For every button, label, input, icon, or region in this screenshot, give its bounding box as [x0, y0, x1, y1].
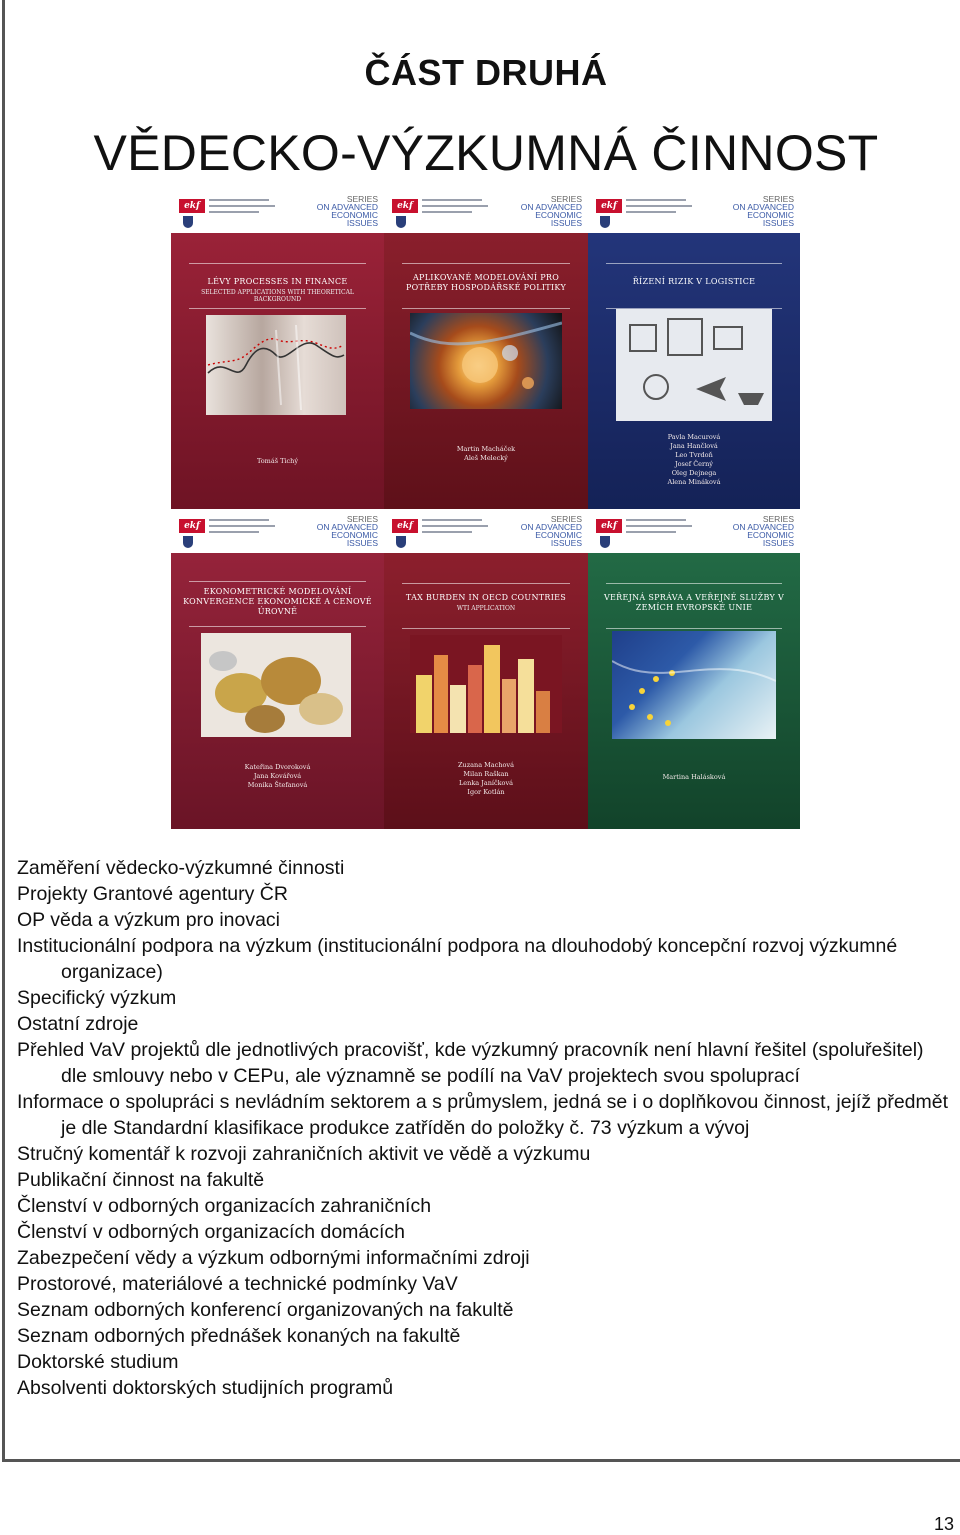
cover-image-bar-pattern [410, 635, 562, 733]
university-crest-icon [600, 536, 610, 548]
cover-image-logistics-icons [616, 309, 772, 421]
cover-subtitle: SELECTED APPLICATIONS WITH THEORETICAL BACKGROUND [201, 289, 354, 303]
series-label: SERIES ON ADVANCED ECONOMIC ISSUES [520, 194, 582, 228]
topic-item: Seznam odborných konferencí organizovaných na fakultě [17, 1299, 514, 1321]
topic-item: OP věda a výzkum pro inovaci [17, 909, 281, 931]
cover-authors: Martin Macháček Aleš Melecký [456, 445, 516, 462]
topic-item: Seznam odborných přednášek konaných na fakultě [17, 1325, 461, 1347]
topic-item: Projekty Grantové agentury ČR [17, 883, 288, 905]
topic-item: Členství v odborných organizacích zahraničních [17, 1195, 432, 1217]
series-label: SERIES ON ADVANCED ECONOMIC ISSUES [316, 514, 378, 548]
topic-item: Informace o spolupráci s nevládním sektorem a s průmyslem, jedná se i o doplňkovou činnost, jejíž předmět je dle Standardní klasifikace produkce zatříděn do položky č. 73 výzkum a vývoj [17, 1091, 949, 1139]
topic-item: Prostorové, materiálové a technické podmínky VaV [17, 1273, 458, 1295]
ekf-logo: ekf [179, 519, 205, 533]
page-frame-bottom [2, 1459, 960, 1462]
topic-item: Stručný komentář k rozvoji zahraničních aktivit ve vědě a výzkumu [17, 1143, 591, 1165]
part-heading: ČÁST DRUHÁ [364, 52, 608, 93]
university-crest-icon [183, 536, 193, 548]
university-crest-icon [396, 536, 406, 548]
ekf-logo: ekf [392, 199, 418, 213]
topic-item: Členství v odborných organizacích domácích [17, 1221, 406, 1243]
ekf-logo: ekf [596, 199, 622, 213]
cover-title: ŘÍZENÍ RIZIK V LOGISTICE [632, 277, 756, 286]
ekf-logo: ekf [596, 519, 622, 533]
series-label: SERIES ON ADVANCED ECONOMIC ISSUES [520, 514, 582, 548]
book-cover-ekonometricke-modelovani [171, 509, 384, 829]
cover-image-coins [201, 633, 351, 737]
topic-item: Přehled VaV projektů dle jednotlivých pracovišť, kde výzkumný pracovník není hlavní řešitel (spoluřešitel) dle smlouvy nebo v CEPu, ale významně se podílí na VaV projektech svou spoluprací [17, 1039, 924, 1087]
topic-item: Specifický výzkum [17, 987, 177, 1009]
cover-title: LÉVY PROCESSES IN FINANCE [207, 277, 348, 286]
series-label: SERIES ON ADVANCED ECONOMIC ISSUES [732, 194, 794, 228]
cover-image-financial-chart [206, 315, 346, 415]
university-crest-icon [396, 216, 406, 228]
topic-item: Publikační činnost na fakultě [17, 1169, 265, 1191]
topic-item: Zaměření vědecko-výzkumné činnosti [17, 857, 345, 879]
cover-subtitle: WTI APPLICATION [456, 605, 516, 612]
cover-title: EKONOMETRICKÉ MODELOVÁNÍ KONVERGENCE EKONOMICKÉ A CENOVÉ ÚROVNĚ [183, 587, 372, 616]
topic-item: Doktorské studium [17, 1351, 179, 1373]
topic-item: Zabezpečení vědy a výzkum odbornými informačními zdroji [17, 1247, 530, 1269]
series-label: SERIES ON ADVANCED ECONOMIC ISSUES [316, 194, 378, 228]
book-cover-rizeni-rizik [588, 189, 800, 509]
page-title: VĚDECKO-VÝZKUMNÁ ČINNOST [93, 125, 879, 181]
cover-title: VEŘEJNÁ SPRÁVA A VEŘEJNÉ SLUŽBY V ZEMÍCH EVROPSKÉ UNIE [603, 593, 785, 612]
series-label: SERIES ON ADVANCED ECONOMIC ISSUES [732, 514, 794, 548]
book-cover-tax-burden [384, 509, 588, 829]
cover-image-glass-spheres [410, 313, 562, 409]
cover-authors: Zuzana Machová Milan Raškan Lenka Janíčková Igor Kotlán [458, 761, 514, 796]
book-cover-verejna-sprava [588, 509, 800, 829]
page-frame-left [2, 0, 5, 1462]
cover-title: APLIKOVANÉ MODELOVÁNÍ PRO POTŘEBY HOSPODÁŘSKÉ POLITIKY [405, 273, 567, 292]
topics-list [17, 855, 952, 1401]
topic-item: Institucionální podpora na výzkum (institucionální podpora na dlouhodobý koncepční rozvoj výzkumné organizace) [17, 935, 898, 983]
ekf-logo: ekf [179, 199, 205, 213]
cover-image-eu-flag [612, 631, 776, 739]
cover-authors: Tomáš Tichý [256, 457, 299, 465]
cover-authors: Kateřina Dvoroková Jana Kovářová Monika Štefanová [244, 763, 311, 789]
topic-item: Ostatní zdroje [17, 1013, 139, 1035]
cover-authors: Martina Halásková [662, 773, 726, 781]
university-crest-icon [600, 216, 610, 228]
page-number: 13 [933, 1514, 954, 1534]
book-cover-aplikovane-modelovani [384, 189, 588, 509]
ekf-logo: ekf [392, 519, 418, 533]
university-crest-icon [183, 216, 193, 228]
book-cover-levy-processes [171, 189, 384, 509]
cover-authors: Pavla Macurová Jana Hančlová Leo Tvrdoň Josef Černý Oleg Dejnega Alena Mináková [667, 433, 721, 486]
cover-title: TAX BURDEN IN OECD COUNTRIES [405, 593, 567, 602]
topic-item: Absolventi doktorských studijních programů [17, 1377, 394, 1399]
